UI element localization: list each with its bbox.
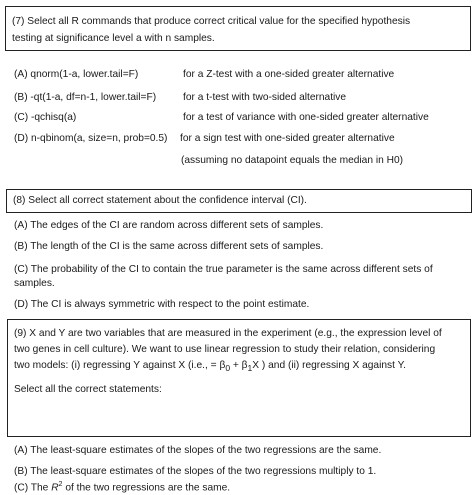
q9-line3-part-e: X ) and (ii) regressing X against Y. [252, 360, 406, 371]
q9-line3-part-c: + β [230, 360, 248, 371]
q8-option-d: (D) The CI is always symmetric with respect to the point estimate. [14, 299, 310, 310]
q7-option-b-code: (B) -qt(1-a, df=n-1, lower.tail=F) [14, 92, 157, 103]
q9-select-label: Select all the correct statements: [14, 384, 162, 395]
q9-prompt-line1: (9) X and Y are two variables that are measured in the experiment (e.g., the expression level of [14, 328, 442, 339]
q7-note: (assuming no datapoint equals the median in H0) [181, 155, 403, 166]
q9-option-a: (A) The least-square estimates of the slopes of the two regressions are the same. [14, 445, 382, 456]
q9-line3-part-a: two models: (i) regressing Y against X (i.e., = β [14, 360, 226, 371]
q7-option-c-code: (C) -qchisq(a) [14, 112, 77, 123]
q7-prompt-box [5, 6, 471, 51]
q7-option-d-code: (D) n-qbinom(a, size=n, prob=0.5) [14, 133, 168, 144]
q9-option-c-post: of the two regressions are the same. [62, 482, 231, 494]
q8-prompt: (8) Select all correct statement about the confidence interval (CI). [13, 195, 307, 206]
q7-option-d-desc: for a sign test with one-sided greater alternative [180, 133, 395, 144]
q7-option-c-desc: for a test of variance with one-sided greater alternative [183, 112, 429, 123]
q8-option-a: (A) The edges of the CI are random across different sets of samples. [14, 220, 324, 231]
q8-option-b: (B) The length of the CI is the same across different sets of samples. [14, 241, 324, 252]
q9-option-b: (B) The least-square estimates of the slopes of the two regressions multiply to 1. [14, 466, 377, 477]
q9-option-c-sup: 2 [58, 480, 63, 488]
q9-beta0-sub: 0 [225, 363, 231, 374]
q8-option-c: (C) The probability of the CI to contain the true parameter is the same across different sets of [14, 264, 433, 275]
q9-prompt-line3 [14, 360, 406, 374]
q7-option-a-desc: for a Z-test with a one-sided greater alternative [183, 69, 395, 80]
q9-option-c-r: R [51, 482, 59, 494]
q9-prompt-box [7, 319, 471, 437]
q7-option-a-code: (A) qnorm(1-a, lower.tail=F) [14, 69, 139, 80]
q7-option-b-desc: for a t-test with two-sided alternative [183, 92, 347, 103]
q9-prompt-line2: two genes in cell culture). We want to use linear regression to study their relation, considering [14, 344, 436, 355]
q7-prompt-line2: testing at significance level a with n samples. [12, 33, 215, 44]
q8-prompt-box [6, 189, 472, 213]
q8-option-c-cont: samples. [14, 278, 55, 289]
q9-option-c-pre: (C) The [14, 482, 52, 494]
q9-beta1-sub: 1 [247, 363, 253, 374]
q7-prompt-line1: (7) Select all R commands that produce correct critical value for the specified hypothesis [12, 16, 411, 27]
